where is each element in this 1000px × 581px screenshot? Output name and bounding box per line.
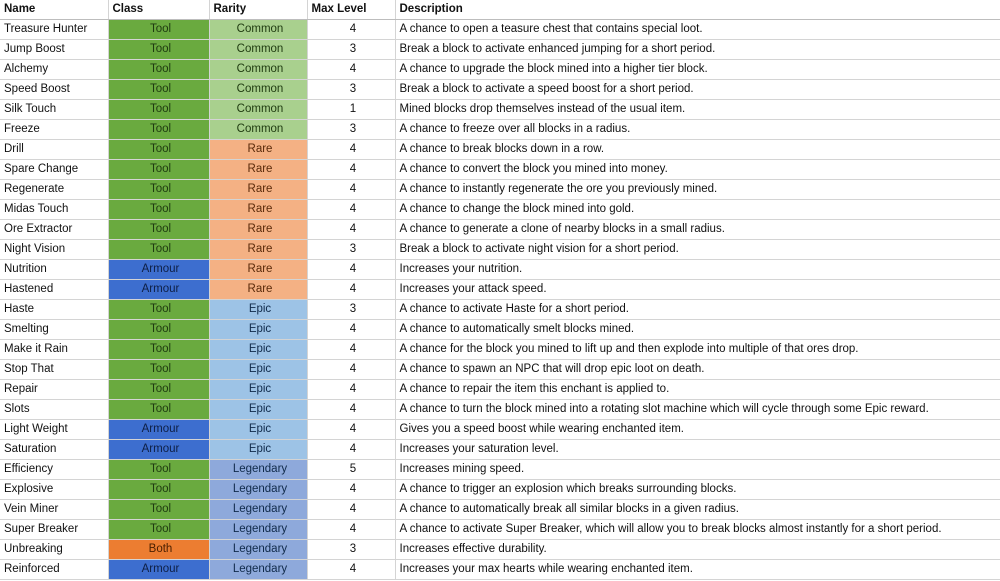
table-row xyxy=(0,540,1000,560)
cell-name[interactable]: Saturation xyxy=(0,440,108,460)
cell-rarity[interactable]: Epic xyxy=(209,360,307,380)
cell-name[interactable]: Ore Extractor xyxy=(0,220,108,240)
cell-class[interactable]: Tool xyxy=(108,380,209,400)
cell-max-level[interactable]: 4 xyxy=(307,480,395,500)
table-row xyxy=(0,280,1000,300)
cell-description[interactable]: A chance for the block you mined to lift up and then explode into multiple of that ores drop. xyxy=(395,340,1000,360)
cell-description[interactable]: Increases effective durability. xyxy=(395,540,1000,560)
cell-description[interactable]: A chance to generate a clone of nearby blocks in a small radius. xyxy=(395,220,1000,240)
cell-description[interactable]: A chance to upgrade the block mined into a higher tier block. xyxy=(395,60,1000,80)
cell-class[interactable]: Tool xyxy=(108,520,209,540)
cell-max-level[interactable]: 4 xyxy=(307,500,395,520)
cell-class[interactable]: Armour xyxy=(108,280,209,300)
cell-name[interactable]: Speed Boost xyxy=(0,80,108,100)
cell-name[interactable]: Spare Change xyxy=(0,160,108,180)
cell-class[interactable]: Tool xyxy=(108,200,209,220)
cell-class[interactable]: Tool xyxy=(108,240,209,260)
cell-name[interactable]: Super Breaker xyxy=(0,520,108,540)
cell-description[interactable]: A chance to convert the block you mined into money. xyxy=(395,160,1000,180)
cell-rarity[interactable]: Epic xyxy=(209,380,307,400)
cell-description[interactable]: Increases your saturation level. xyxy=(395,440,1000,460)
cell-description[interactable]: Increases your attack speed. xyxy=(395,280,1000,300)
cell-description[interactable]: Break a block to activate enhanced jumping for a short period. xyxy=(395,40,1000,60)
cell-class[interactable]: Tool xyxy=(108,340,209,360)
table-row xyxy=(0,40,1000,60)
cell-description[interactable]: Gives you a speed boost while wearing enchanted item. xyxy=(395,420,1000,440)
table-row xyxy=(0,420,1000,440)
cell-max-level[interactable]: 4 xyxy=(307,340,395,360)
table-row xyxy=(0,480,1000,500)
cell-rarity[interactable]: Common xyxy=(209,40,307,60)
cell-class[interactable]: Tool xyxy=(108,40,209,60)
cell-rarity[interactable]: Rare xyxy=(209,200,307,220)
cell-class[interactable]: Armour xyxy=(108,420,209,440)
cell-name[interactable]: Haste xyxy=(0,300,108,320)
cell-rarity[interactable]: Rare xyxy=(209,240,307,260)
cell-description[interactable]: A chance to activate Super Breaker, which will allow you to break blocks almost instantly for a short period. xyxy=(395,520,1000,540)
cell-rarity[interactable]: Legendary xyxy=(209,520,307,540)
cell-rarity[interactable]: Epic xyxy=(209,440,307,460)
table-row xyxy=(0,380,1000,400)
cell-max-level[interactable]: 3 xyxy=(307,40,395,60)
cell-rarity[interactable]: Common xyxy=(209,20,307,40)
cell-max-level[interactable]: 3 xyxy=(307,540,395,560)
cell-name[interactable]: Smelting xyxy=(0,320,108,340)
cell-rarity[interactable]: Common xyxy=(209,120,307,140)
cell-class[interactable]: Tool xyxy=(108,80,209,100)
cell-class[interactable]: Tool xyxy=(108,400,209,420)
cell-max-level[interactable]: 1 xyxy=(307,100,395,120)
cell-class[interactable]: Armour xyxy=(108,560,209,580)
header-class[interactable]: Class xyxy=(108,0,209,20)
cell-description[interactable]: A chance to activate Haste for a short period. xyxy=(395,300,1000,320)
table-row xyxy=(0,240,1000,260)
table-row xyxy=(0,360,1000,380)
cell-max-level[interactable]: 4 xyxy=(307,280,395,300)
cell-rarity[interactable]: Rare xyxy=(209,260,307,280)
table-row xyxy=(0,340,1000,360)
cell-name[interactable]: Efficiency xyxy=(0,460,108,480)
cell-name[interactable]: Unbreaking xyxy=(0,540,108,560)
cell-description[interactable]: A chance to freeze over all blocks in a radius. xyxy=(395,120,1000,140)
table-row xyxy=(0,100,1000,120)
table-row xyxy=(0,320,1000,340)
cell-description[interactable]: Increases mining speed. xyxy=(395,460,1000,480)
header-rarity[interactable]: Rarity xyxy=(209,0,307,20)
cell-description[interactable]: A chance to break blocks down in a row. xyxy=(395,140,1000,160)
cell-rarity[interactable]: Legendary xyxy=(209,480,307,500)
table-row xyxy=(0,500,1000,520)
table-row xyxy=(0,400,1000,420)
cell-name[interactable]: Midas Touch xyxy=(0,200,108,220)
cell-max-level[interactable]: 4 xyxy=(307,380,395,400)
header-max-level[interactable]: Max Level xyxy=(307,0,395,20)
cell-max-level[interactable]: 4 xyxy=(307,180,395,200)
cell-max-level[interactable]: 4 xyxy=(307,360,395,380)
cell-name[interactable]: Night Vision xyxy=(0,240,108,260)
cell-rarity[interactable]: Epic xyxy=(209,420,307,440)
cell-rarity[interactable]: Epic xyxy=(209,340,307,360)
cell-class[interactable]: Tool xyxy=(108,180,209,200)
cell-description[interactable]: Increases your max hearts while wearing enchanted item. xyxy=(395,560,1000,580)
cell-class[interactable]: Tool xyxy=(108,360,209,380)
cell-max-level[interactable]: 5 xyxy=(307,460,395,480)
cell-name[interactable]: Reinforced xyxy=(0,560,108,580)
cell-max-level[interactable]: 4 xyxy=(307,220,395,240)
cell-rarity[interactable]: Rare xyxy=(209,180,307,200)
cell-max-level[interactable]: 4 xyxy=(307,20,395,40)
cell-name[interactable]: Vein Miner xyxy=(0,500,108,520)
cell-max-level[interactable]: 4 xyxy=(307,400,395,420)
table-row xyxy=(0,460,1000,480)
cell-max-level[interactable]: 4 xyxy=(307,520,395,540)
cell-name[interactable]: Silk Touch xyxy=(0,100,108,120)
cell-max-level[interactable]: 4 xyxy=(307,440,395,460)
cell-max-level[interactable]: 4 xyxy=(307,260,395,280)
table-row xyxy=(0,180,1000,200)
cell-rarity[interactable]: Legendary xyxy=(209,560,307,580)
cell-max-level[interactable]: 3 xyxy=(307,120,395,140)
cell-rarity[interactable]: Common xyxy=(209,60,307,80)
cell-name[interactable]: Nutrition xyxy=(0,260,108,280)
cell-name[interactable]: Regenerate xyxy=(0,180,108,200)
cell-name[interactable]: Alchemy xyxy=(0,60,108,80)
cell-class[interactable]: Armour xyxy=(108,440,209,460)
cell-max-level[interactable]: 4 xyxy=(307,160,395,180)
table-row xyxy=(0,160,1000,180)
cell-name[interactable]: Jump Boost xyxy=(0,40,108,60)
cell-rarity[interactable]: Rare xyxy=(209,220,307,240)
cell-description[interactable]: A chance to change the block mined into gold. xyxy=(395,200,1000,220)
cell-name[interactable]: Slots xyxy=(0,400,108,420)
cell-description[interactable]: A chance to open a teasure chest that contains special loot. xyxy=(395,20,1000,40)
cell-max-level[interactable]: 3 xyxy=(307,300,395,320)
cell-description[interactable]: A chance to turn the block mined into a rotating slot machine which will cycle through some Epic reward. xyxy=(395,400,1000,420)
cell-description[interactable]: Break a block to activate a speed boost for a short period. xyxy=(395,80,1000,100)
cell-rarity[interactable]: Epic xyxy=(209,400,307,420)
cell-rarity[interactable]: Legendary xyxy=(209,500,307,520)
header-name[interactable]: Name xyxy=(0,0,108,20)
cell-description[interactable]: Increases your nutrition. xyxy=(395,260,1000,280)
cell-class[interactable]: Tool xyxy=(108,500,209,520)
header-row xyxy=(0,0,1000,20)
table-row xyxy=(0,560,1000,580)
cell-name[interactable]: Make it Rain xyxy=(0,340,108,360)
cell-class[interactable]: Tool xyxy=(108,220,209,240)
cell-class[interactable]: Tool xyxy=(108,120,209,140)
cell-rarity[interactable]: Rare xyxy=(209,160,307,180)
cell-class[interactable]: Armour xyxy=(108,260,209,280)
cell-rarity[interactable]: Epic xyxy=(209,300,307,320)
cell-class[interactable]: Tool xyxy=(108,60,209,80)
cell-description[interactable]: A chance to spawn an NPC that will drop epic loot on death. xyxy=(395,360,1000,380)
cell-class[interactable]: Both xyxy=(108,540,209,560)
cell-rarity[interactable]: Legendary xyxy=(209,540,307,560)
table-row xyxy=(0,60,1000,80)
cell-rarity[interactable]: Common xyxy=(209,80,307,100)
cell-rarity[interactable]: Rare xyxy=(209,280,307,300)
table-row xyxy=(0,120,1000,140)
table-body xyxy=(0,20,1000,580)
cell-name[interactable]: Freeze xyxy=(0,120,108,140)
cell-class[interactable]: Tool xyxy=(108,300,209,320)
cell-max-level[interactable]: 3 xyxy=(307,80,395,100)
cell-class[interactable]: Tool xyxy=(108,460,209,480)
cell-name[interactable]: Explosive xyxy=(0,480,108,500)
cell-description[interactable]: A chance to automatically smelt blocks mined. xyxy=(395,320,1000,340)
header-description[interactable]: Description xyxy=(395,0,1000,20)
table-row xyxy=(0,80,1000,100)
table-row xyxy=(0,440,1000,460)
cell-description[interactable]: Break a block to activate night vision for a short period. xyxy=(395,240,1000,260)
cell-name[interactable]: Light Weight xyxy=(0,420,108,440)
cell-description[interactable]: A chance to trigger an explosion which breaks surrounding blocks. xyxy=(395,480,1000,500)
cell-max-level[interactable]: 4 xyxy=(307,560,395,580)
cell-max-level[interactable]: 4 xyxy=(307,320,395,340)
cell-rarity[interactable]: Common xyxy=(209,100,307,120)
cell-class[interactable]: Tool xyxy=(108,320,209,340)
table-row xyxy=(0,220,1000,240)
table-row xyxy=(0,520,1000,540)
cell-class[interactable]: Tool xyxy=(108,20,209,40)
cell-max-level[interactable]: 4 xyxy=(307,140,395,160)
cell-rarity[interactable]: Epic xyxy=(209,320,307,340)
cell-class[interactable]: Tool xyxy=(108,160,209,180)
table-row xyxy=(0,140,1000,160)
cell-description[interactable]: Mined blocks drop themselves instead of the usual item. xyxy=(395,100,1000,120)
cell-rarity[interactable]: Legendary xyxy=(209,460,307,480)
cell-name[interactable]: Drill xyxy=(0,140,108,160)
cell-class[interactable]: Tool xyxy=(108,140,209,160)
cell-max-level[interactable]: 4 xyxy=(307,200,395,220)
cell-name[interactable]: Stop That xyxy=(0,360,108,380)
table-row xyxy=(0,260,1000,280)
cell-description[interactable]: A chance to repair the item this enchant is applied to. xyxy=(395,380,1000,400)
cell-class[interactable]: Tool xyxy=(108,480,209,500)
cell-name[interactable]: Repair xyxy=(0,380,108,400)
cell-max-level[interactable]: 4 xyxy=(307,420,395,440)
cell-name[interactable]: Hastened xyxy=(0,280,108,300)
cell-description[interactable]: A chance to automatically break all similar blocks in a given radius. xyxy=(395,500,1000,520)
table-row xyxy=(0,300,1000,320)
cell-max-level[interactable]: 3 xyxy=(307,240,395,260)
cell-name[interactable]: Treasure Hunter xyxy=(0,20,108,40)
cell-rarity[interactable]: Rare xyxy=(209,140,307,160)
cell-max-level[interactable]: 4 xyxy=(307,60,395,80)
cell-class[interactable]: Tool xyxy=(108,100,209,120)
table-row xyxy=(0,20,1000,40)
cell-description[interactable]: A chance to instantly regenerate the ore you previously mined. xyxy=(395,180,1000,200)
table-row xyxy=(0,200,1000,220)
